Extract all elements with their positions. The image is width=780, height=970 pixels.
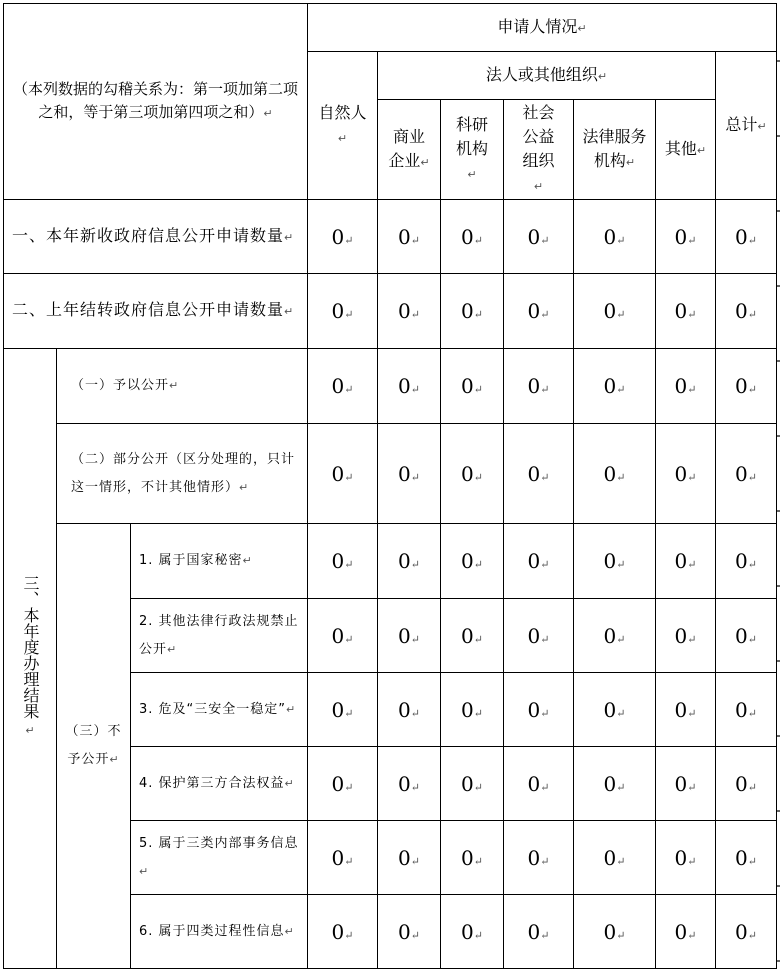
applicant-status-header <box>308 4 777 52</box>
not-disclosed-item-label: 6. 属于四类过程性信息 <box>139 923 285 939</box>
value-cell <box>656 349 716 424</box>
edit-mark: ↵ <box>410 632 420 646</box>
value-cell <box>574 349 656 424</box>
edit-mark: ↵ <box>747 854 757 868</box>
edit-mark: ↵ <box>473 470 483 484</box>
edit-mark: ↵ <box>344 308 354 321</box>
value-cell <box>504 895 574 969</box>
total-header <box>716 52 777 200</box>
edit-mark: ↵ <box>687 383 697 396</box>
edit-mark: ↵ <box>410 928 420 942</box>
edit-mark: ↵ <box>687 780 697 794</box>
edit-mark: ↵ <box>109 753 120 766</box>
value-cell <box>574 673 656 747</box>
edit-mark: ↵ <box>473 383 483 396</box>
value-cell <box>574 895 656 969</box>
edit-mark: ↵ <box>747 470 757 484</box>
relation-note-cell <box>4 4 308 200</box>
value-cell <box>308 274 378 349</box>
edit-mark: ↵ <box>747 308 757 321</box>
value-other: 0 <box>674 299 688 323</box>
edit-mark: ↵ <box>344 780 354 794</box>
value-cell <box>656 747 716 821</box>
value-legal-service: 0 <box>603 224 617 249</box>
edit-mark: ↵ <box>473 558 483 571</box>
value-legal-service: 0 <box>603 374 617 398</box>
value-cell <box>441 747 504 821</box>
edit-mark: ↵ <box>467 167 477 181</box>
edit-mark: ↵ <box>597 69 608 83</box>
value-commercial: 0 <box>398 919 411 944</box>
edit-mark: ↵ <box>344 558 354 571</box>
value-cell <box>574 747 656 821</box>
value-total: 0 <box>735 461 748 486</box>
edit-mark: ↵ <box>696 143 707 157</box>
value-social-welfare: 0 <box>527 461 541 486</box>
value-cell <box>308 747 378 821</box>
edit-mark: ↵ <box>420 155 430 169</box>
edit-mark: ↵ <box>410 233 420 247</box>
value-total: 0 <box>735 374 748 398</box>
value-total: 0 <box>735 224 748 249</box>
not-disclosed-item-label: 2. 其他法律行政法规禁止公开 <box>139 613 299 657</box>
value-commercial: 0 <box>398 623 411 648</box>
value-legal-service: 0 <box>603 461 617 486</box>
commercial-enterprise-header <box>378 100 441 200</box>
applicant-status-label: 申请人情况 <box>497 16 578 36</box>
value-legal-service: 0 <box>603 697 617 722</box>
value-cell <box>656 821 716 895</box>
value-commercial: 0 <box>398 771 411 796</box>
value-cell <box>656 895 716 969</box>
value-cell <box>441 821 504 895</box>
value-cell <box>308 349 378 424</box>
edit-mark: ↵ <box>687 558 697 571</box>
value-natural-person: 0 <box>331 845 345 870</box>
value-cell <box>378 895 441 969</box>
edit-mark: ↵ <box>540 632 550 646</box>
edit-mark: ↵ <box>284 776 295 790</box>
value-research: 0 <box>461 623 474 648</box>
legal-entity-header <box>378 52 716 100</box>
edit-mark: ↵ <box>687 854 697 868</box>
value-other: 0 <box>674 845 688 870</box>
edit-mark: ↵ <box>616 780 626 794</box>
edit-mark: ↵ <box>540 854 550 868</box>
value-total: 0 <box>735 771 748 796</box>
value-cell <box>504 274 574 349</box>
disclosure-statistics-table <box>3 3 777 969</box>
edit-mark: ↵ <box>284 305 295 318</box>
value-research: 0 <box>461 697 474 722</box>
value-social-welfare: 0 <box>527 845 541 870</box>
edit-mark: ↵ <box>540 706 550 720</box>
value-total: 0 <box>735 623 748 648</box>
edit-mark: ↵ <box>616 470 626 484</box>
value-cell <box>441 349 504 424</box>
edit-mark: ↵ <box>687 233 697 247</box>
value-other: 0 <box>674 549 688 573</box>
edit-mark: ↵ <box>747 632 757 646</box>
value-cell <box>441 895 504 969</box>
edit-mark: ↵ <box>167 642 178 656</box>
value-natural-person: 0 <box>331 623 345 648</box>
value-legal-service: 0 <box>603 299 617 323</box>
other-header <box>656 100 716 200</box>
edit-mark: ↵ <box>344 233 354 247</box>
value-cell <box>656 200 716 274</box>
edit-mark: ↵ <box>473 854 483 868</box>
value-cell <box>441 524 504 599</box>
edit-mark: ↵ <box>286 702 297 716</box>
edit-mark: ↵ <box>473 706 483 720</box>
edit-mark: ↵ <box>616 308 626 321</box>
section3-label: 三、本年度办理结果 <box>21 574 40 719</box>
edit-mark: ↵ <box>169 379 180 392</box>
value-cell <box>504 599 574 673</box>
edit-mark: ↵ <box>616 558 626 571</box>
not-disclosed-label: （三）不予公开 <box>65 724 122 767</box>
value-research: 0 <box>461 224 474 249</box>
value-total: 0 <box>735 299 748 323</box>
value-cell <box>716 524 777 599</box>
value-cell <box>378 821 441 895</box>
value-commercial: 0 <box>398 697 411 722</box>
row-label <box>131 821 308 895</box>
value-cell <box>716 599 777 673</box>
value-cell <box>504 821 574 895</box>
research-institution-header <box>441 100 504 200</box>
value-cell <box>441 673 504 747</box>
edit-mark: ↵ <box>410 780 420 794</box>
disclosed-label: （一）予以公开 <box>71 378 170 393</box>
row-label <box>131 747 308 821</box>
value-cell <box>574 821 656 895</box>
value-legal-service: 0 <box>603 549 617 573</box>
edit-mark: ↵ <box>263 107 273 120</box>
value-cell <box>441 274 504 349</box>
edit-mark: ↵ <box>410 558 420 571</box>
edit-mark: ↵ <box>344 706 354 720</box>
edit-mark: ↵ <box>344 470 354 484</box>
edit-mark: ↵ <box>540 233 550 247</box>
value-legal-service: 0 <box>603 623 617 648</box>
table-row <box>4 200 777 274</box>
value-other: 0 <box>674 374 688 398</box>
value-research: 0 <box>461 461 474 486</box>
row-label <box>131 524 308 599</box>
value-cell <box>308 524 378 599</box>
value-cell <box>441 200 504 274</box>
value-natural-person: 0 <box>331 374 345 398</box>
value-natural-person: 0 <box>331 697 345 722</box>
value-social-welfare: 0 <box>527 549 541 573</box>
table-row <box>4 274 777 349</box>
table-row <box>4 524 777 599</box>
value-other: 0 <box>674 224 688 249</box>
value-commercial: 0 <box>398 549 411 573</box>
value-cell <box>656 673 716 747</box>
edit-mark: ↵ <box>344 928 354 942</box>
value-cell <box>716 424 777 524</box>
value-research: 0 <box>461 771 474 796</box>
edit-mark: ↵ <box>747 233 757 247</box>
edit-mark: ↵ <box>540 383 550 396</box>
value-cell <box>504 747 574 821</box>
value-cell <box>504 349 574 424</box>
value-natural-person: 0 <box>331 461 345 486</box>
value-research: 0 <box>461 374 474 398</box>
value-social-welfare: 0 <box>527 299 541 323</box>
value-cell <box>504 424 574 524</box>
edit-mark: ↵ <box>616 928 626 942</box>
edit-mark: ↵ <box>616 632 626 646</box>
natural-person-label: 自然人 <box>318 102 367 122</box>
carried-over-label: 二、上年结转政府信息公开申请数量 <box>12 300 285 319</box>
value-social-welfare: 0 <box>527 374 541 398</box>
table-row <box>4 349 777 424</box>
edit-mark: ↵ <box>577 21 587 35</box>
row-label <box>4 274 308 349</box>
value-total: 0 <box>735 549 748 573</box>
edit-mark: ↵ <box>757 119 767 133</box>
value-natural-person: 0 <box>331 549 345 573</box>
value-cell <box>378 424 441 524</box>
edit-mark: ↵ <box>473 632 483 646</box>
edit-mark: ↵ <box>410 383 420 396</box>
edit-mark: ↵ <box>687 706 697 720</box>
research-institution-label: 科研机构 <box>456 114 489 158</box>
edit-mark: ↵ <box>284 230 295 244</box>
value-cell <box>656 524 716 599</box>
edit-mark: ↵ <box>344 632 354 646</box>
value-cell <box>441 599 504 673</box>
value-cell <box>716 673 777 747</box>
new-requests-label: 一、本年新收政府信息公开申请数量 <box>12 225 285 245</box>
value-natural-person: 0 <box>331 771 345 796</box>
not-disclosed-item-label: 4. 保护第三方合法权益 <box>139 775 285 791</box>
edit-mark: ↵ <box>687 308 697 321</box>
edit-mark: ↵ <box>139 864 150 878</box>
value-cell <box>378 747 441 821</box>
edit-mark: ↵ <box>337 131 348 145</box>
value-legal-service: 0 <box>603 771 617 796</box>
value-cell <box>574 274 656 349</box>
edit-mark: ↵ <box>616 706 626 720</box>
edit-mark: ↵ <box>687 470 697 484</box>
edit-mark: ↵ <box>540 558 550 571</box>
value-legal-service: 0 <box>603 919 617 944</box>
value-cell <box>308 895 378 969</box>
row-label <box>131 599 308 673</box>
edit-mark: ↵ <box>625 155 636 169</box>
edit-mark: ↵ <box>473 928 483 942</box>
edit-mark: ↵ <box>747 383 757 396</box>
value-cell <box>574 424 656 524</box>
value-commercial: 0 <box>398 461 411 486</box>
value-commercial: 0 <box>398 845 411 870</box>
value-cell <box>378 200 441 274</box>
value-cell <box>504 200 574 274</box>
not-disclosed-item-label: 1. 属于国家秘密 <box>139 553 243 568</box>
other-label: 其他 <box>664 138 697 158</box>
value-total: 0 <box>735 919 748 944</box>
table-row <box>4 424 777 524</box>
value-cell <box>656 424 716 524</box>
value-cell <box>574 200 656 274</box>
value-cell <box>716 274 777 349</box>
edit-mark: ↵ <box>25 723 35 737</box>
value-commercial: 0 <box>398 224 411 249</box>
edit-mark: ↵ <box>687 928 697 942</box>
value-cell <box>378 673 441 747</box>
value-cell <box>656 274 716 349</box>
edit-mark: ↵ <box>239 480 250 494</box>
value-research: 0 <box>461 549 474 573</box>
edit-mark: ↵ <box>410 706 420 720</box>
edit-mark: ↵ <box>540 470 550 484</box>
value-social-welfare: 0 <box>527 697 541 722</box>
commercial-enterprise-label: 商业企业 <box>388 126 426 170</box>
value-cell <box>716 895 777 969</box>
section3-label-cell <box>4 349 57 969</box>
edit-mark: ↵ <box>473 308 483 321</box>
edit-mark: ↵ <box>540 308 550 321</box>
row-label <box>57 424 308 524</box>
edit-mark: ↵ <box>616 233 626 247</box>
edit-mark: ↵ <box>616 383 626 396</box>
legal-service-header <box>574 100 656 200</box>
edit-mark: ↵ <box>242 554 253 567</box>
value-cell <box>504 673 574 747</box>
value-cell <box>574 599 656 673</box>
edit-mark: ↵ <box>284 924 295 938</box>
edit-mark: ↵ <box>687 632 697 646</box>
value-other: 0 <box>674 919 688 944</box>
value-natural-person: 0 <box>331 919 345 944</box>
value-other: 0 <box>674 461 688 486</box>
edit-mark: ↵ <box>747 558 757 571</box>
value-commercial: 0 <box>398 299 411 323</box>
value-cell <box>716 349 777 424</box>
value-social-welfare: 0 <box>527 919 541 944</box>
edit-mark: ↵ <box>410 470 420 484</box>
total-label: 总计 <box>725 114 758 134</box>
relation-note: （本列数据的勾稽关系为：第一项加第二项之和，等于第三项加第四项之和） <box>13 80 299 121</box>
edit-mark: ↵ <box>747 928 757 942</box>
social-welfare-header <box>504 100 574 200</box>
edit-mark: ↵ <box>344 854 354 868</box>
value-social-welfare: 0 <box>527 623 541 648</box>
value-cell <box>574 524 656 599</box>
value-cell <box>308 599 378 673</box>
legal-entity-label: 法人或其他组织 <box>485 64 598 84</box>
natural-person-header <box>308 52 378 200</box>
edit-mark: ↵ <box>747 706 757 720</box>
row-label <box>4 200 308 274</box>
value-cell <box>308 424 378 524</box>
value-cell <box>378 524 441 599</box>
value-research: 0 <box>461 919 474 944</box>
value-cell <box>716 200 777 274</box>
row-label <box>131 895 308 969</box>
value-total: 0 <box>735 845 748 870</box>
value-cell <box>378 349 441 424</box>
edit-mark: ↵ <box>344 383 354 396</box>
value-legal-service: 0 <box>603 845 617 870</box>
edit-mark: ↵ <box>616 854 626 868</box>
value-cell <box>378 599 441 673</box>
edit-mark: ↵ <box>410 854 420 868</box>
value-social-welfare: 0 <box>527 224 541 249</box>
row-label <box>131 673 308 747</box>
value-total: 0 <box>735 697 748 722</box>
not-disclosed-group-cell <box>57 524 131 969</box>
value-cell <box>308 200 378 274</box>
partial-label: （二）部分公开（区分处理的，只计这一情形，不计其他情形） <box>71 451 296 495</box>
not-disclosed-item-label: 3. 危及“三安全一稳定” <box>139 701 287 717</box>
value-other: 0 <box>674 623 688 648</box>
value-cell <box>308 673 378 747</box>
not-disclosed-item-label: 5. 属于三类内部事务信息 <box>139 835 299 851</box>
value-research: 0 <box>461 299 474 323</box>
edit-mark: ↵ <box>473 780 483 794</box>
edit-mark: ↵ <box>533 179 544 193</box>
row-label <box>57 349 308 424</box>
value-other: 0 <box>674 771 688 796</box>
social-welfare-label: 社会公益组织 <box>522 102 555 170</box>
value-cell <box>308 821 378 895</box>
value-natural-person: 0 <box>331 299 345 323</box>
value-natural-person: 0 <box>331 224 345 249</box>
value-cell <box>656 599 716 673</box>
value-cell <box>441 424 504 524</box>
value-commercial: 0 <box>398 374 411 398</box>
value-cell <box>378 274 441 349</box>
value-cell <box>716 747 777 821</box>
legal-service-label: 法律服务机构 <box>582 126 647 170</box>
edit-mark: ↵ <box>747 780 757 794</box>
edit-mark: ↵ <box>410 308 420 321</box>
value-research: 0 <box>461 845 474 870</box>
value-social-welfare: 0 <box>527 771 541 796</box>
value-other: 0 <box>674 697 688 722</box>
value-cell <box>716 821 777 895</box>
edit-mark: ↵ <box>540 928 550 942</box>
edit-mark: ↵ <box>473 233 483 247</box>
edit-mark: ↵ <box>540 780 550 794</box>
value-cell <box>504 524 574 599</box>
